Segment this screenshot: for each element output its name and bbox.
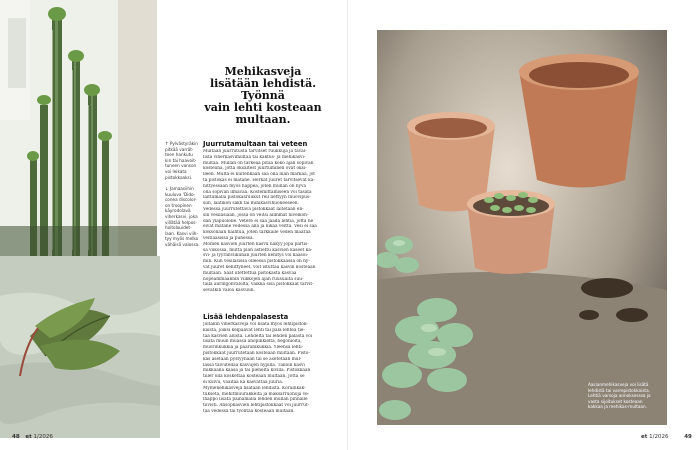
body-text-leaf-propagation — [203, 322, 337, 426]
caption-line: Lehtiä varsoja annoksesssa ja — [588, 393, 651, 399]
caption-line: villätää helpos- — [165, 219, 197, 225]
issue-number: 1/2026 — [33, 434, 53, 440]
body-line: hittyessään myös happea, joten mullan on hyvä — [203, 183, 307, 189]
caption-line: tyy myös melko — [165, 236, 199, 242]
caption-line: pitkää varrät- — [165, 146, 194, 152]
magazine-name: et — [641, 434, 648, 440]
body-line: eivät mätäne vedessä alla ja liikaa veittä. Vesi ei saa — [203, 224, 317, 230]
caption-line: ↓ Jamaasiihin — [165, 186, 194, 191]
euphorbia-illustration — [0, 0, 157, 256]
page-number-right: 49 — [684, 434, 692, 440]
body-line: lista viherkasvimultaa tai kaktus- ja mehikasvi- — [203, 154, 306, 160]
caption-succulents — [588, 382, 666, 410]
body-line: Multaan juurrutusta tarvitset ruukkuja ja taval- — [203, 149, 307, 154]
issue-number: 1/2026 — [649, 434, 669, 440]
body-line: nopeammaannin viikkojen ajan ruusuaita suu- — [203, 276, 304, 282]
body-line: Monien kasvien juurten kasvu näkyy jopa partis- — [203, 241, 309, 247]
page-number-left: 48 — [12, 434, 20, 440]
body-line: Mymenehikasveja lisätään lehdistä. Korallikak- — [203, 385, 306, 391]
body-line: muorinkukkia ja paarahikukkia. Yleensä lehti- — [203, 345, 304, 351]
body-line: lleen. Multa ei kuitenkaan saa olla liian märkää, jot — [203, 172, 316, 178]
caption-line: vasta sijoitukset kosteaan — [588, 398, 643, 404]
caption-line: Aasianmehikasveja voi lisätä — [588, 382, 649, 387]
body-line: tiiler olla koskettaa kosteaan multaan. Jotta se — [203, 374, 305, 380]
body-line: lisätä muun muassa anopinkieltä, begonioita, — [203, 339, 302, 345]
body-line: olla sopivan ilmavaa. Kostemittamiseen voi tasata — [203, 189, 312, 195]
caption-line: kuuluva 'Dido- — [165, 191, 196, 197]
headline-line: multaan. — [235, 113, 291, 126]
caption-line: conea discolor- — [165, 197, 197, 203]
body-line: kas asetaan pystyynään tai se asetetaan mul- — [203, 356, 302, 362]
body-line: min. Kun vesilasissa olleessa pistokkaassa on hy- — [203, 259, 310, 265]
body-line: multaa. Mullan on tärkeää pitää koko ajan sopivan — [203, 160, 314, 166]
caption-line: vähäisä valossa. — [165, 241, 200, 247]
caption-leaves — [165, 186, 205, 248]
caption-line: laan. Kasvi viih- — [165, 230, 198, 236]
caption-line: hoitolouidet- — [165, 225, 192, 231]
leaf-cuttings-photo — [0, 256, 160, 438]
body-line: sa viikossa, mutta pian astiettu kasvien kaseet ka- — [203, 247, 313, 253]
body-line: tukseta, mehitmuurakkeita ja maksarruohoja ve- — [203, 391, 310, 397]
caption-line: viherkasvi, joka — [165, 213, 198, 219]
headline-line: vain lehti kosteaan — [204, 101, 322, 114]
succulent-pots-illustration — [377, 30, 667, 425]
caption-line: lehdistä tai varrepistokkaista. — [588, 387, 650, 393]
body-line: taa vedessä tai työntää kosteaan multaan. — [203, 408, 295, 414]
headline-line: lisätään lehdistä. Työnnä — [209, 77, 317, 102]
caption-line: teen hankutu — [165, 152, 193, 158]
body-line: ta pistokas ei mätäne. Herkät juuret tarvitsevat ka- — [203, 177, 315, 183]
body-line: lassa taivutellaa kasvujen nypillä. Tällöin kasvi — [203, 362, 305, 368]
caption-line: on troopinen — [165, 202, 192, 208]
magazine-name: et — [25, 434, 32, 440]
body-line: multaan. Saat iitettettua pistokasta kasvaa — [203, 270, 297, 276]
body-line: Vedessä juurrutettava pistokkaat laitetaan en- — [203, 206, 304, 212]
body-text-rooting — [203, 149, 337, 309]
caption-line: tuneen vanson — [165, 163, 197, 169]
body-line: mikkaalla kaasa ja tai pieneltä kivillä. Pistokkaan — [203, 368, 311, 374]
body-line: siin, laatikon sakk tai minikasvihuoneeseen. — [203, 201, 299, 207]
body-line: sin vesilasiaan, jossa on veitsi alimmat nivelkoh- — [203, 212, 309, 218]
article-headline — [195, 66, 331, 126]
folio-right — [641, 434, 692, 440]
body-line: koksonaan haihtua, joten tarkkaile veden määrää — [203, 230, 311, 236]
subheading-rooting: Juurrutamultaan tai veteen — [203, 140, 308, 148]
caption-euphorbia — [165, 141, 205, 180]
headline-line: Mehikasveja — [224, 65, 302, 78]
folio-left — [12, 434, 53, 440]
body-line: ei kuivu, vaaitaa ka kasvattaa juuria. — [203, 379, 284, 385]
body-line: kosteana, jotta oksaltest juurtuminen ovat oksi- — [203, 166, 307, 172]
body-line: talla auringonvalolta, vaikka sisä pistokkaat tarvit- — [203, 282, 314, 288]
succulent-pots-photo — [377, 30, 667, 425]
body-line: kaista, joiksi kelpaavat lehti tai pala lehteä tie- — [203, 327, 305, 333]
body-line: pistokkaat juurrutetaan kosteaan multaan. Pisto- — [203, 350, 310, 356]
caption-line: pistokkaaksi. — [165, 174, 193, 180]
caption-line: kin tai haavoit- — [165, 157, 197, 163]
leaf-cuttings-illustration — [0, 256, 160, 438]
body-line: dan ylapuolelle. Vetere ei saa jäädä lehtiä, jotta ne — [203, 218, 314, 224]
body-line: lhappo lisätä painamalla lehden mullan pinnalle — [203, 397, 308, 403]
caption-line: käyrodolavä — [165, 208, 191, 214]
subheading-leaf-propagation: Lisää lehdenpalasesta — [203, 313, 289, 321]
body-line: laittamalla pistokasruukut reil liettyyn muovipus- — [203, 195, 311, 201]
body-line: tää kasvien alusta. Lehdeltä tai lehden palasta voi — [203, 333, 313, 339]
caption-line: ↑ Pylvästyräkin — [165, 141, 198, 146]
body-line: sevatkin valoa kasvuun. — [203, 288, 255, 294]
caption-line: voi leikata — [165, 168, 187, 174]
body-line: Joitakin viherkasveja voi lisätä myös lehtipistok- — [203, 322, 308, 327]
body-line: tiivisti. Ansopkasvien lehtipistokkaat voi juurrut- — [203, 403, 310, 409]
body-line: svi- ja lyyranviikunan juurten kehitys voi kaasoi- — [203, 253, 309, 259]
caption-line: kakkaa ja mehikas-multaan. — [588, 404, 647, 410]
body-line: veitläasissa ja puhessa. — [203, 235, 254, 241]
euphorbia-photo — [0, 0, 157, 256]
body-line: vät juuret kehittyneet, voit istuttaa kasvin kosteaan — [203, 264, 316, 270]
